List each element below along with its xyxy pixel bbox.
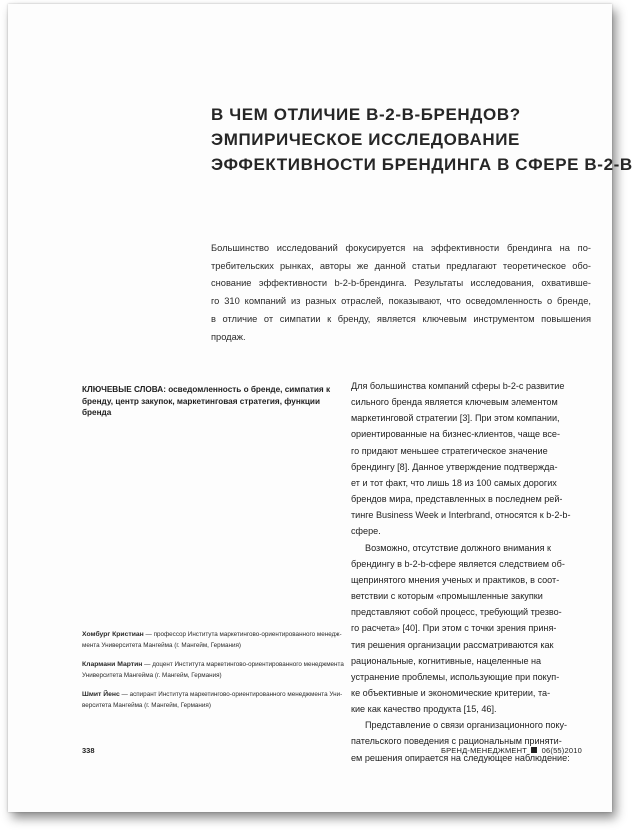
author-affiliation: — аспирант Института маркетингово-ориентированного менеджмента Уни- — [119, 691, 343, 698]
author-affiliation: верситета Мангейма (г. Мангейм, Германия) — [82, 702, 211, 709]
body-line: кие как качество продукта [15, 46]. — [351, 704, 497, 715]
author-entry — [82, 659, 344, 681]
body-text — [351, 378, 593, 766]
body-line: щепринятого мнения ученых и практиков, в соот- — [351, 574, 560, 585]
body-line: тия решения организации рассматриваются как — [351, 639, 554, 650]
abstract-line: го 310 компаний из разных отраслей, показывают, что осведомленность о бренде, — [211, 296, 591, 307]
body-line: брендов мира, представленных в последнем рей- — [351, 494, 563, 505]
keywords-line: КЛЮЧЕВЫЕ СЛОВА: осведомленность о бренде, симпатия к — [82, 385, 331, 394]
body-line: представляют собой процесс, требующий трезво- — [351, 607, 562, 618]
journal-name: БРЕНД-МЕНЕДЖМЕНТ — [440, 746, 528, 755]
keywords-line: бренду, центр закупок, маркетинговая стратегия, функции — [82, 396, 320, 406]
abstract-line: продаж. — [211, 331, 246, 342]
abstract-line: Большинство исследований фокусируется на эффективности брендинга на по- — [211, 243, 591, 253]
keywords — [82, 384, 331, 419]
square-separator-icon — [531, 747, 537, 753]
body-line: маркетинговой стратегии [3]. При этом компании, — [351, 413, 560, 424]
body-line: ориентированные на бизнес-клиентов, чаще все- — [351, 429, 560, 440]
author-name: Хомбург Кристиан — [82, 631, 144, 638]
author-affiliation: мента Университета Мангейма (г. Мангейм, Германия) — [82, 642, 242, 649]
keywords-line: бренда — [82, 408, 112, 417]
abstract-line: в отличие от симпатии к бренду, является ключевым инструментом повышения — [211, 313, 591, 324]
body-line: пательского поведения с рациональным приняти- — [351, 736, 562, 747]
body-line: Для большинства компаний сферы b-2-c развитие — [351, 381, 565, 391]
body-line: ке объективные и экономические критерии, та- — [351, 687, 551, 698]
page-number: 338 — [82, 746, 95, 755]
journal-page — [8, 4, 633, 812]
abstract-line: снование эффективности b-2-b-брендинга. Результаты исследования, охвативше- — [211, 278, 591, 289]
body-line: тинге Business Week и Interbrand, относятся к b-2-b- — [351, 510, 571, 521]
journal-footer — [441, 746, 582, 755]
author-entry — [82, 629, 342, 651]
body-line: брендингу в b-2-b-сфере является следствием об- — [351, 558, 565, 569]
author-name: Клармани Мартин — [82, 661, 143, 668]
author-affiliation: Университета Мангейма (г. Мангейм, Германия) — [82, 672, 222, 679]
body-line: го придают меньшее стратегическое значение — [351, 445, 548, 456]
author-entry — [82, 689, 343, 711]
article-title — [211, 102, 633, 177]
author-affiliation: — доцент Института маркетингово-ориентированного менеджмента — [142, 661, 344, 668]
journal-issue: 06(55)2010 — [541, 746, 582, 755]
body-line: Возможно, отсутствие должного внимания к — [365, 542, 552, 553]
title-line: ЭМПИРИЧЕСКОЕ ИССЛЕДОВАНИЕ — [211, 130, 520, 149]
body-line: го расчета» [40]. При этом с точки зрения приня- — [351, 623, 557, 634]
body-line: сфере. — [351, 526, 381, 537]
author-affiliation: — профессор Института маркетингово-ориентированного менедж- — [143, 631, 342, 638]
abstract — [211, 240, 591, 346]
abstract-line: требительских рынках, авторы же данной статьи предлагают теоретическое обо- — [211, 260, 591, 271]
body-line: устранение проблемы, использующие при покуп- — [351, 671, 560, 682]
author-list — [82, 629, 344, 719]
body-line: сильного бренда является ключевым элементом — [351, 397, 558, 408]
author-name: Шмит Йенс — [82, 691, 120, 698]
body-line: Представление о связи организационного поку- — [365, 720, 568, 731]
body-line: ветствии с которым «промышленные закупки — [351, 591, 543, 602]
body-line: брендингу [8]. Данное утверждение подтвержда- — [351, 461, 558, 472]
body-line: ем решения опирается на следующее наблюдение: — [351, 752, 570, 763]
body-line: рациональные, когнитивные, нацеленные на — [351, 655, 542, 666]
body-line: ет и тот факт, что лишь 18 из 100 самых дорогих — [351, 477, 557, 488]
title-line: ЭФФЕКТИВНОСТИ БРЕНДИНГА В СФЕРЕ B-2-B — [211, 155, 633, 174]
title-line: В ЧЕМ ОТЛИЧИЕ B-2-B-БРЕНДОВ? — [211, 105, 521, 124]
